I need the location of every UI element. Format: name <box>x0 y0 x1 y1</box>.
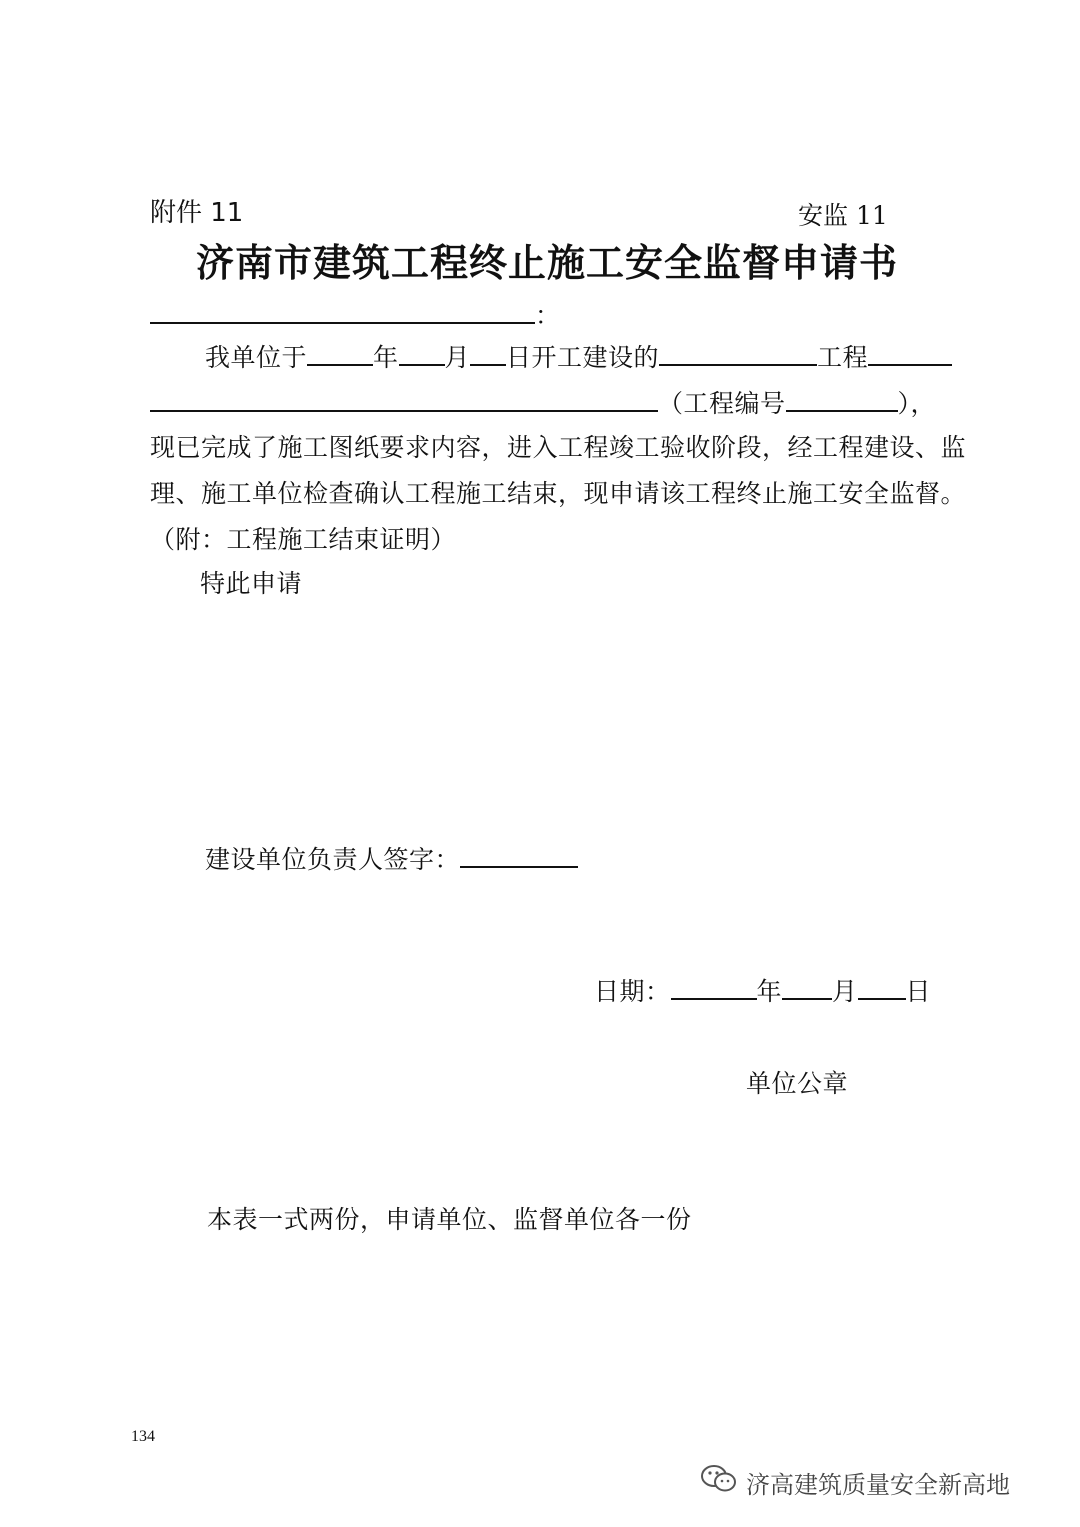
text-segment: （工程编号 <box>658 389 786 418</box>
paragraph-1 <box>205 338 952 374</box>
paragraph-4: 理、施工单位检查确认工程施工结束，现申请该工程终止施工安全监督。 <box>150 479 967 508</box>
page-number: 134 <box>131 1428 155 1445</box>
date-month-blank[interactable] <box>782 997 832 1000</box>
day-blank[interactable] <box>470 363 506 366</box>
paragraph-3: 现已完成了施工图纸要求内容，进入工程竣工验收阶段，经工程建设、监 <box>150 433 967 462</box>
watermark-text: 济高建筑质量安全新高地 <box>746 1470 1010 1499</box>
project-number-blank[interactable] <box>786 409 898 412</box>
text-segment: 日开工建设的 <box>506 343 660 372</box>
seal-label: 单位公章 <box>746 1069 849 1098</box>
date-day-blank[interactable] <box>858 997 906 1000</box>
text-segment: 月 <box>832 977 858 1006</box>
text-segment: 日 <box>905 977 932 1006</box>
paragraph-2 <box>150 384 936 420</box>
year-blank[interactable] <box>307 363 373 366</box>
signature-blank[interactable] <box>460 865 578 868</box>
text-segment: 年 <box>756 977 783 1006</box>
project-address-blank[interactable] <box>150 409 658 412</box>
addressee-line <box>150 296 560 332</box>
text-segment: 工程 <box>817 343 869 372</box>
form-code: 安监 11 <box>798 201 888 230</box>
project-name-blank[interactable] <box>659 363 817 366</box>
text-segment: ）， <box>897 389 937 418</box>
footer-note: 本表一式两份，申请单位、监督单位各一份 <box>207 1205 692 1234</box>
addressee-blank[interactable] <box>150 321 535 324</box>
attachment-label: 附件 11 <box>150 198 244 228</box>
wechat-icon <box>700 1463 738 1501</box>
signature-line <box>205 840 578 876</box>
text-segment: 年 <box>373 343 399 372</box>
text-segment: 我单位于 <box>205 343 308 372</box>
text-segment: 月 <box>444 343 471 372</box>
project-continue-blank[interactable] <box>868 363 952 366</box>
attachment-note: （附：工程施工结束证明） <box>150 525 457 554</box>
date-line <box>594 972 931 1008</box>
date-label: 日期： <box>594 977 671 1006</box>
signature-label: 建设单位负责人签字： <box>205 845 461 874</box>
month-blank[interactable] <box>399 363 445 366</box>
date-year-blank[interactable] <box>671 997 757 1000</box>
addressee-colon: ： <box>535 301 561 330</box>
watermark <box>700 1463 1010 1501</box>
page-title: 济南市建筑工程终止施工安全监督申请书 <box>195 241 898 285</box>
closing-phrase: 特此申请 <box>200 569 303 598</box>
